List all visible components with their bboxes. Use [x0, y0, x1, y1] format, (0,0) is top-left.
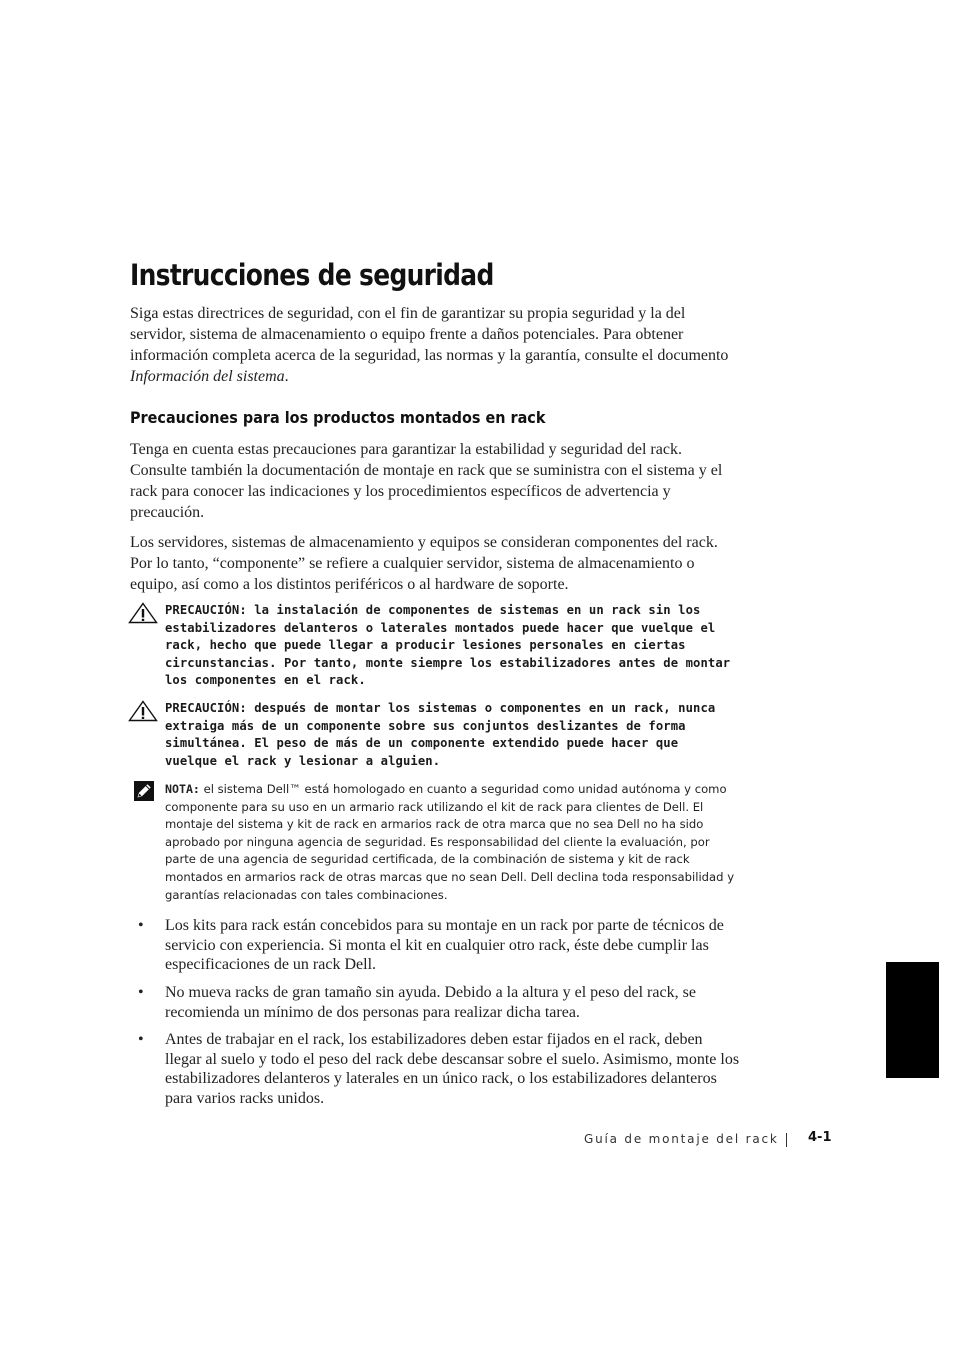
intro-text: Siga estas directrices de seguridad, con el fin de garantizar su propia seguridad y la del servidor, sistema de almacenamiento o equipo frente a daños potenciales. Para obtener información completa acerca de la seguridad, las normas y la garantía, consulte el documento	[130, 305, 729, 364]
section-heading: Precauciones para los productos montados en rack	[130, 408, 546, 427]
chapter-thumb-tab	[886, 962, 939, 1078]
bullet-marker: •	[138, 1031, 144, 1048]
caution-body: después de montar los sistemas o componentes en un rack, nunca extraiga más de un componente sobre sus conjuntos deslizantes de forma simultánea. El peso de más de un componente extendido puede hacer que vuelque el rack y lesionar a alguien.	[165, 701, 716, 768]
caution-block	[128, 602, 738, 690]
paragraph-components: Los servidores, sistemas de almacenamiento y equipos se consideran componentes del rack. Por lo tanto, “componente” se refiere a cualquier servidor, sistema de almacenamiento o equipo, así como a los distintos periféricos o al hardware de soporte.	[130, 534, 718, 593]
warning-triangle-icon	[128, 700, 158, 722]
note-body: el sistema Dell™ está homologado en cuanto a seguridad como unidad autónoma y como componente para su uso en un armario rack utilizando el kit de rack para clientes de Dell. El montaje del sistema y kit de rack en armarios rack de otra marca que no sea Dell no ha sido aprobado por ninguna agencia de seguridad. Es responsabilidad del cliente la evaluación, por parte de una agencia de seguridad certificada, de la combinación de sistema y kit de rack montados en armarios rack de otras marcas que no sean Dell. Dell declina toda responsabilidad y garantías relacionadas con tales combinaciones.	[165, 782, 735, 902]
intro-italic-document: Información del sistema	[130, 368, 285, 385]
list-item	[130, 1030, 740, 1108]
page-number: 4-1	[808, 1130, 832, 1145]
caution-text	[165, 602, 735, 690]
caution-label: PRECAUCIÓN:	[165, 701, 247, 715]
precautions-list	[130, 1030, 740, 1108]
precautions-list	[130, 983, 740, 1022]
intro-paragraph	[130, 303, 740, 387]
list-item	[130, 983, 740, 1022]
bullet-marker: •	[138, 917, 144, 934]
list-item-text: Los kits para rack están concebidos para su montaje en un rack por parte de técnicos de servicio con experiencia. Si monta el kit en cualquier otro rack, éste debe cumplir las especificaciones de un rack Dell.	[165, 917, 724, 973]
footer-guide-title: Guía de montaje del rack	[584, 1132, 779, 1146]
list-item	[130, 916, 740, 975]
page-title: Instrucciones de seguridad	[130, 258, 494, 292]
bullet-marker: •	[138, 984, 144, 1001]
precautions-list	[130, 916, 740, 975]
pencil-note-icon	[134, 781, 154, 801]
caution-body: la instalación de componentes de sistemas en un rack sin los estabilizadores delanteros o laterales montados puede hacer que vuelque el rack, hecho que puede llegar a producir lesiones personales en ciertas circunstancias. Por tanto, monte siempre los estabilizadores antes de montar los componentes en el rack.	[165, 603, 731, 687]
intro-text-end: .	[284, 368, 289, 385]
list-item-text: Antes de trabajar en el rack, los estabilizadores deben estar fijados en el rack, deben llegar al suelo y todo el peso del rack debe descansar sobre el suelo. Asimismo, monte los estabilizadores delanteros y laterales en un único rack, o los estabilizadores delanteros para varios racks unidos.	[165, 1031, 740, 1107]
warning-triangle-icon	[128, 602, 158, 624]
footer-divider	[786, 1133, 787, 1147]
paragraph-stability: Tenga en cuenta estas precauciones para garantizar la estabilidad y seguridad del rack. Consulte también la documentación de montaje en rack que se suministra con el sistema y el rack para conocer las indicaciones y los procedimientos específicos de advertencia y precaución.	[130, 441, 723, 521]
note-label: NOTA:	[165, 782, 200, 796]
caution-block	[128, 700, 738, 770]
caution-label: PRECAUCIÓN:	[165, 603, 247, 617]
list-item-text: No mueva racks de gran tamaño sin ayuda. Debido a la altura y el peso del rack, se recomienda un mínimo de dos personas para realizar dicha tarea.	[165, 984, 696, 1021]
note-block	[128, 781, 738, 904]
note-text	[165, 781, 735, 904]
caution-text	[165, 700, 735, 770]
